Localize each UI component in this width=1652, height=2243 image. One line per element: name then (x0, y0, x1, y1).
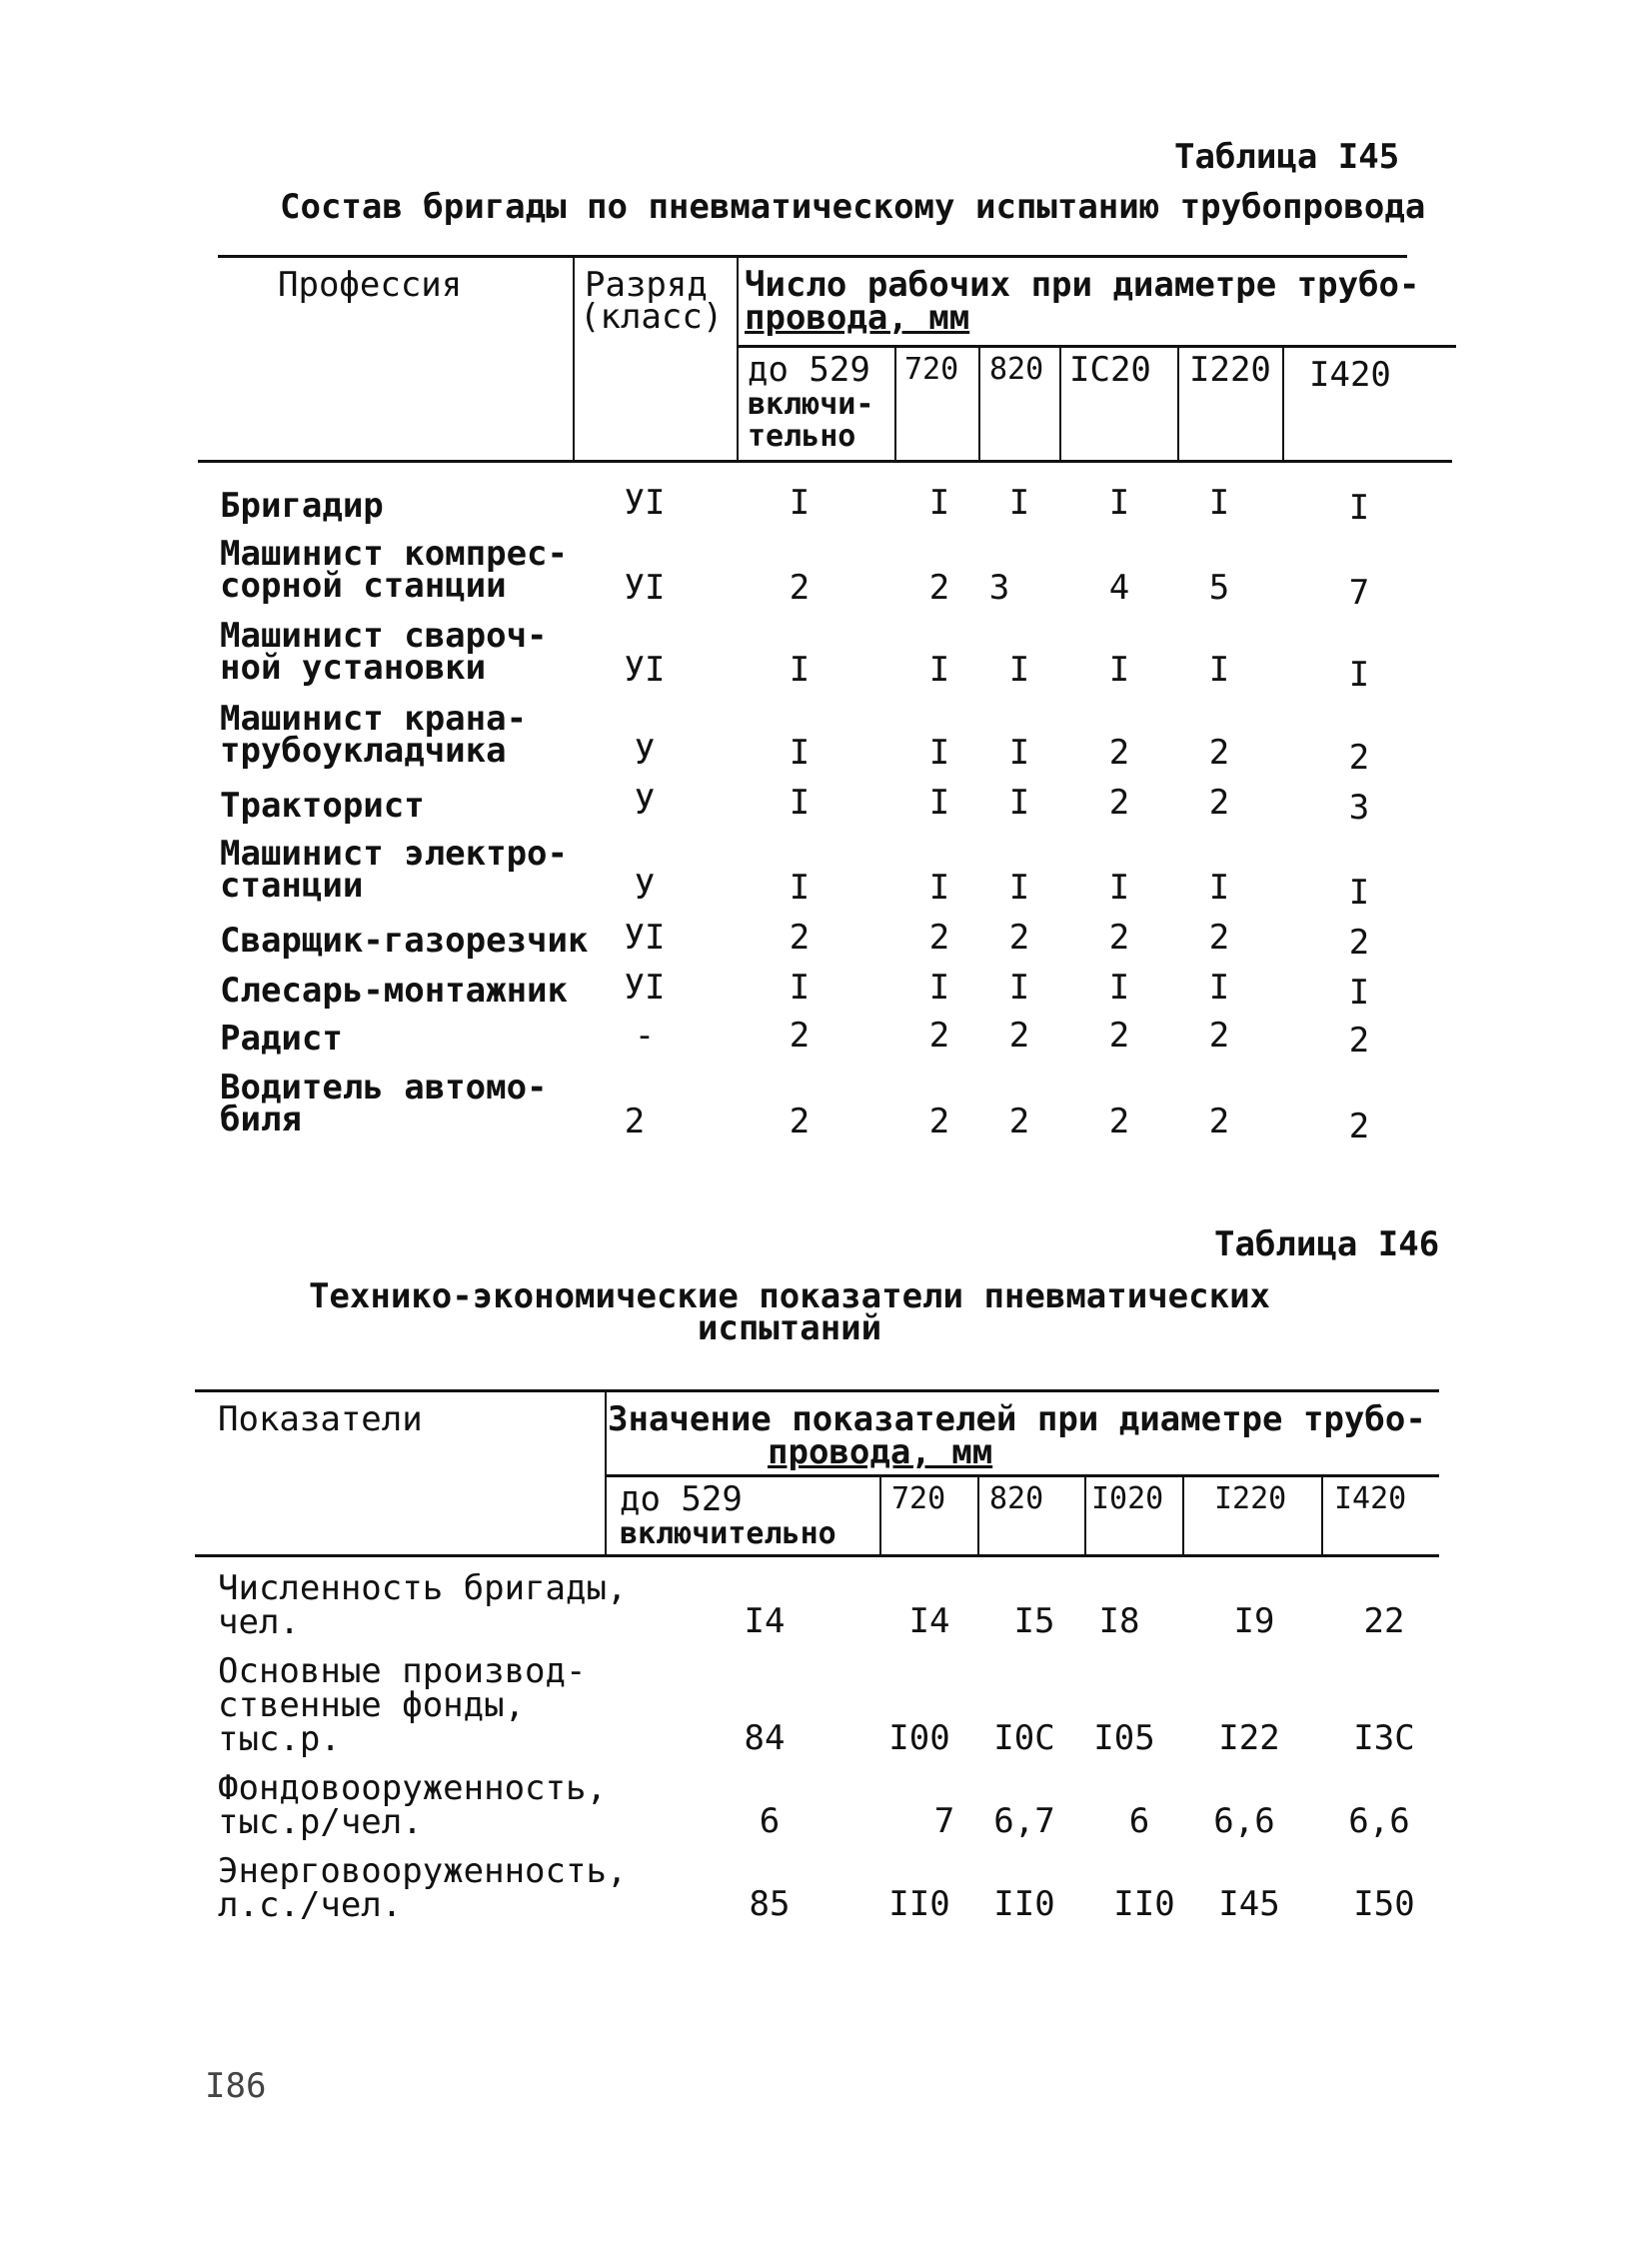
row-label: Численность бригады, (218, 1568, 628, 1608)
row-label: Основные производ- (218, 1651, 587, 1691)
cell: 2 (928, 1016, 950, 1056)
cell: 2 (789, 918, 811, 958)
cell: I4 (908, 1601, 950, 1641)
header-d1020: I020 (1091, 1481, 1164, 1516)
row-grade: УI (624, 650, 666, 690)
table-146-title-line2: испытаний (697, 1308, 882, 1348)
row-label: Энерговооруженность, (218, 1851, 628, 1891)
cell: 84 (744, 1718, 786, 1758)
cell: 2 (1348, 738, 1370, 778)
cell: 3 (1348, 788, 1370, 828)
header-d1420: I420 (1309, 355, 1391, 395)
cell: II0 (993, 1884, 1055, 1924)
row-grade: - (634, 1016, 656, 1056)
header-d529-incl2: тельно (748, 419, 856, 454)
cell: 2 (1348, 923, 1370, 963)
table-146-title: Технико-экономические показатели пневматических (308, 1276, 1271, 1316)
header-workers: Число рабочих при диаметре трубо- (745, 265, 1420, 305)
cell: 2 (1108, 733, 1130, 773)
row-label: сорной станции (220, 566, 507, 606)
header-workers-unit: провода, мм (745, 298, 970, 338)
table-146-vrule (977, 1474, 979, 1554)
cell: I05 (1093, 1718, 1155, 1758)
table-146-header-bottom-rule (195, 1554, 1439, 1557)
cell: I (789, 733, 811, 773)
header-profession: Профессия (278, 265, 463, 305)
header-d820: 820 (989, 352, 1044, 387)
cell: I3C (1353, 1718, 1415, 1758)
cell: I (928, 968, 950, 1008)
cell: I4 (744, 1601, 786, 1641)
table-146-vrule (605, 1392, 607, 1554)
row-grade: У (634, 868, 656, 908)
cell: I (1348, 488, 1370, 528)
cell: I (928, 650, 950, 690)
table-145-top-rule (218, 255, 1407, 258)
cell: 2 (1208, 783, 1230, 823)
cell: I (1208, 868, 1230, 908)
cell: I50 (1353, 1884, 1415, 1924)
row-label: Тракторист (220, 786, 425, 826)
row-label: чел. (218, 1602, 300, 1642)
cell: I0C (993, 1718, 1055, 1758)
row-label: Машинист свароч- (220, 616, 548, 656)
cell: 6,6 (1213, 1801, 1275, 1841)
row-label: ной установки (220, 648, 487, 688)
cell: I (1108, 650, 1130, 690)
row-grade: УI (624, 968, 666, 1008)
cell: I (789, 868, 811, 908)
cell: 2 (789, 568, 811, 608)
table-145-vrule (1177, 345, 1179, 460)
table-145-vrule (737, 258, 739, 460)
header-d529: до 529 (748, 350, 870, 390)
header-values: Значение показателей при диаметре трубо- (608, 1399, 1426, 1439)
cell: 2 (1108, 1102, 1130, 1141)
cell: 6,7 (993, 1801, 1055, 1841)
cell: 2 (789, 1102, 811, 1141)
cell: I5 (1013, 1601, 1055, 1641)
header-grade: Разряд (585, 265, 708, 305)
row-label: л.с./чел. (218, 1885, 403, 1925)
row-grade: УI (624, 483, 666, 523)
table-146-number: Таблица I46 (1214, 1224, 1440, 1264)
cell: 2 (1208, 918, 1230, 958)
cell: I (1208, 650, 1230, 690)
row-label: Машинист электро- (220, 834, 568, 874)
row-label: тыс.р/чел. (218, 1802, 423, 1842)
cell: I (928, 868, 950, 908)
cell: I (1348, 973, 1370, 1013)
cell: 2 (928, 568, 950, 608)
cell: 4 (1108, 568, 1130, 608)
cell: 2 (1108, 783, 1130, 823)
cell: I (1348, 873, 1370, 913)
row-label: станции (220, 866, 364, 906)
table-145-sub-rule (737, 345, 1456, 348)
header-d720: 720 (891, 1481, 946, 1516)
cell: 2 (1348, 1021, 1370, 1061)
cell: 6 (1128, 1801, 1150, 1841)
table-146-top-rule (195, 1389, 1439, 1392)
header-d529: до 529 (620, 1479, 743, 1519)
cell: I22 (1218, 1718, 1280, 1758)
cell: II0 (888, 1884, 950, 1924)
cell: 7 (933, 1801, 955, 1841)
header-d529-incl: включительно (620, 1516, 836, 1551)
cell: I8 (1098, 1601, 1140, 1641)
cell: 2 (1208, 1016, 1230, 1056)
cell: 3 (988, 568, 1010, 608)
cell: 2 (928, 1102, 950, 1141)
table-146-vrule (879, 1474, 881, 1554)
header-d529-incl: включи- (748, 387, 874, 422)
table-145-title: Состав бригады по пневматическому испытанию трубопровода (280, 187, 1426, 227)
table-145-header-bottom-rule (198, 460, 1452, 463)
cell: 2 (1208, 1102, 1230, 1141)
table-146-vrule (1321, 1474, 1323, 1554)
table-146-vrule (1084, 1474, 1086, 1554)
cell: 5 (1208, 568, 1230, 608)
row-grade: УI (624, 918, 666, 958)
cell: 2 (1348, 1107, 1370, 1146)
header-grade-class: (класс) (580, 297, 724, 337)
cell: I (1108, 868, 1130, 908)
cell: 2 (789, 1016, 811, 1056)
row-label: Сварщик-газорезчик (220, 921, 589, 961)
row-label: Машинист крана- (220, 699, 528, 739)
cell: 2 (928, 918, 950, 958)
cell: 2 (1108, 1016, 1130, 1056)
row-grade: У (634, 783, 656, 823)
cell: I (1008, 968, 1030, 1008)
table-145-vrule (894, 345, 896, 460)
header-d1220: I220 (1189, 350, 1271, 390)
header-d1220: I220 (1214, 1481, 1287, 1516)
table-146-vrule (1182, 1474, 1184, 1554)
row-label: Радист (220, 1019, 343, 1059)
header-d1020: IC20 (1069, 350, 1151, 390)
cell: I (1208, 968, 1230, 1008)
cell: 22 (1363, 1601, 1405, 1641)
cell: 6,6 (1348, 1801, 1410, 1841)
table-145-vrule (1282, 345, 1284, 460)
header-indicators: Показатели (218, 1399, 423, 1439)
cell: I (1108, 483, 1130, 523)
row-label: Бригадир (220, 486, 384, 526)
cell: II0 (1113, 1884, 1175, 1924)
cell: I (1348, 655, 1370, 695)
row-label: трубоукладчика (220, 731, 507, 771)
row-grade: УI (624, 568, 666, 608)
row-label: тыс.р. (218, 1719, 341, 1759)
cell: 2 (1108, 918, 1130, 958)
row-label: биля (220, 1100, 302, 1139)
cell: 2 (1008, 1102, 1030, 1141)
cell: I (789, 650, 811, 690)
cell: I00 (888, 1718, 950, 1758)
header-d720: 720 (904, 352, 959, 387)
row-label: Водитель автомо- (220, 1068, 548, 1108)
cell: I (1008, 483, 1030, 523)
table-146-sub-rule (605, 1474, 1439, 1477)
cell: 7 (1348, 573, 1370, 613)
cell: I (928, 783, 950, 823)
header-d1420: I420 (1334, 1481, 1407, 1516)
cell: I45 (1218, 1884, 1280, 1924)
cell: I (928, 483, 950, 523)
row-label: Машинист компрес- (220, 534, 568, 574)
header-d820: 820 (989, 1481, 1044, 1516)
table-145-vrule (1059, 345, 1061, 460)
cell: I (1008, 650, 1030, 690)
page-number: I86 (205, 2066, 267, 2106)
row-grade: 2 (624, 1102, 646, 1141)
cell: I (928, 733, 950, 773)
cell: I (1008, 733, 1030, 773)
cell: 85 (749, 1884, 791, 1924)
table-145-number: Таблица I45 (1174, 137, 1400, 177)
cell: I (1008, 868, 1030, 908)
row-label: Фондовооруженность, (218, 1768, 607, 1808)
cell: I (1108, 968, 1130, 1008)
cell: 2 (1008, 1016, 1030, 1056)
cell: I (789, 968, 811, 1008)
header-values-unit: провода, мм (768, 1432, 993, 1472)
row-label: ственные фонды, (218, 1685, 526, 1725)
cell: I (789, 483, 811, 523)
cell: 2 (1008, 918, 1030, 958)
cell: I (1208, 483, 1230, 523)
cell: I9 (1233, 1601, 1275, 1641)
cell: I (789, 783, 811, 823)
table-145-vrule (573, 258, 575, 460)
cell: I (1008, 783, 1030, 823)
cell: 2 (1208, 733, 1230, 773)
table-145-vrule (978, 345, 980, 460)
row-grade: У (634, 733, 656, 773)
cell: 6 (759, 1801, 781, 1841)
row-label: Слесарь-монтажник (220, 971, 568, 1011)
